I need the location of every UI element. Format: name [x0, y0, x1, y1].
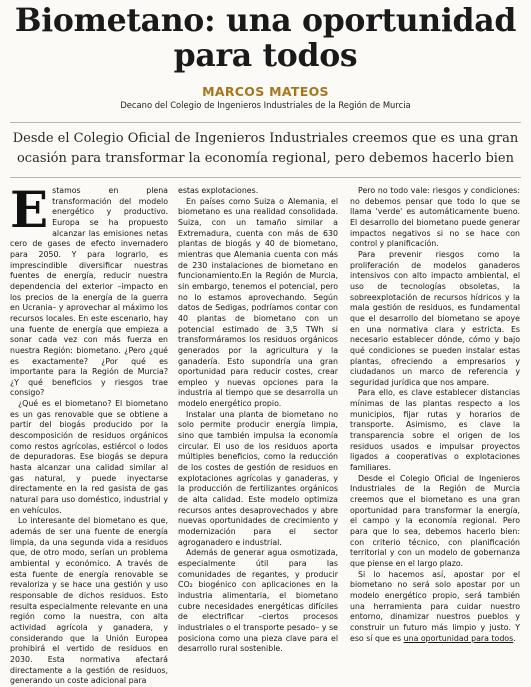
author-name: MARCOS MATEOS	[202, 84, 329, 99]
body-paragraph: ¿Qué es el biometano? El biometano es un gas renovable que se obtiene a partir del biogás producido por la descomposición de residuos orgánicos como restos agrícolas, estiércol o lodos de depuradoras. Ese biogás se depura hasta alcanzar una calidad similar al gas natural, y puede inyectarse directamente en la red gasista de gas natural para uso doméstico, industrial y en vehículos.	[10, 399, 168, 515]
body-paragraph-closing: Si lo hacemos así, apostar por el biometano no será solo apostar por un modelo energético propio, será también una herramienta para cuidar nuestro entorno, dinamizar nuestros pueblos y construir un futuro más limpio y justo. Y eso sí que es una oportunidad para todos.	[350, 569, 520, 643]
body-paragraph: estas explotaciones.	[178, 186, 259, 195]
body-paragraph: Estamos en plena transformación del modelo energético y productivo. Europa se ha propuesto alcanzar las emisiones netas cero de gases de efecto invernadero para 2050. Y para lograrlo, es imprescindible diversificar nuestras fuentes de energía, reducir nuestra dependencia del exterior –impacto en los precios de la energía de la guerra en Ucrania– y aprovechar al máximo los recursos locales. En este escenario, hay una fuente de energía que empieza a sonar cada vez con más fuerza en nuestra Región: biometano. ¿Pero ¿qué es exactamente? ¿Por qué es importante para la Región de Murcia? ¿Y qué beneficios y riesgos trae consigo?	[10, 180, 168, 398]
body-column-3	[350, 186, 520, 643]
standfirst: Desde el Colegio Oficial de Ingenieros Industriales creemos que es una gran ocasión para transformar la economía regional, pero debemos hacerlo bien	[12, 131, 519, 166]
headline-line-1: Biometano: una oportunidad	[14, 2, 517, 39]
body-paragraph: Para ello, es clave establecer distancias mínimas de las plantas respecto a los municipios, fijar rutas y horarios de transporte. Asimismo, es clave la transparencia sobre el origen de los residuos usados e impulsar proyectos ligados a cooperativas o explotaciones familiares.	[350, 388, 520, 473]
body-paragraph: Para prevenir riesgos como la proliferación de modelos ganaderos intensivos con alto impacto ambiental, el uso de tecnologías obsoletas, la sobreexplotación de recursos hídricos y la mala gestión de residuos, es fundamental que el desarrollo del biometano se apoye en una normativa clara y estricta. Es necesario establecer dónde, cómo y bajo qué condiciones se pueden instalar estas plantas, ofreciendo a empresarios y ciudadanos un marco de referencia y seguridad jurídica que nos ampare.	[350, 249, 520, 387]
body-paragraph: En países como Suiza o Alemania, el biometano es una realidad consolidada. Suiza, con un tamaño similar a Extremadura, cuenta con más de 630 plantas de biogás y 40 de biometano, mientras que Alemania cuenta con más de 230 instalaciones de biometano en funcionamiento.En la Región de Murcia, sin embargo, tenemos el potencial, pero no lo estamos aprovechando. Según datos de Sedigas, podríamos contar con 40 plantas de biometano con un potencial estimado de 3,5 TWh si transformáramos los residuos orgánicos generados por la agricultura y la ganadería. Esto supondría una gran oportunidad para reducir costes, crear empleo y nuevas opciones para la industria al tiempo que se desarrolla un modelo energético propio.	[178, 196, 338, 409]
body-paragraph: Instalar una planta de biometano no solo permite producir energía limpia, sino que también impulsa la economía circular. El uso de los residuos aporta múltiples beneficios, como la reducción de los costes de gestión de residuos en explotaciones agrícolas y ganaderas, y la producción de fertilizantes orgánicos de alta calidad. Este modelo optimiza recursos antes desaprovechados y abre nuevas oportunidades de crecimiento y modernización para el sector agroganadero e industrial.	[178, 409, 338, 547]
divider-bottom	[10, 177, 521, 178]
closing-underlined-phrase: una oportunidad para todos	[403, 633, 514, 643]
body-paragraph: Además de generar agua osmotizada, especialmente útil para las comunidades de regantes, y producir CO₂ biogénico con aplicaciones en la industria alimentaria, el biometano cubre necesidades energéticas difíciles de electrificar –ciertos procesos industriales o el transporte pesado– y se posiciona como una pieza clave para el desarrollo rural sostenible.	[178, 548, 338, 654]
body-paragraph: Desde el Colegio Oficial de Ingenieros Industriales de la Región de Murcia creemos que el biometano es una gran oportunidad para transformar la energía, el campo y la economía regional. Pero para que lo sea, debemos hacerlo bien: con criterio técnico, con planificación territorial y con un modelo de gobernanza que piense en el largo plazo.	[350, 473, 520, 568]
body-column-2	[178, 186, 338, 654]
body-paragraph: Lo interesante del biometano es que, además de ser una fuente de energía limpia, da una segunda vida a residuos que, de otro modo, serían un problema ambiental y económico. A través de esta fuente de energía renovable se revaloriza y se hace una gestión y uso responsable de dichos residuos. Esto resulta especialmente relevante en una región como la nuestra, con alta actividad agrícola y ganadera, y considerando que la Unión Europea prohibirá el vertido de residuos en 2030. Esta normativa afectará directamente a la gestión de residuos, generando un coste adicional para	[10, 516, 168, 686]
drop-cap: E	[10, 180, 49, 239]
divider-top	[10, 122, 521, 123]
author-role: Decano del Colegio de Ingenieros Industriales de la Región de Murcia	[120, 100, 411, 110]
headline-line-2: para todos	[173, 37, 358, 74]
body-paragraph: Pero no todo vale: riesgos y condiciones: no debemos pensar que todo lo que se llama 'verde' es automáticamente bueno. El desarrollo del biometano puede generar impactos negativos si no se hace con control y planificación.	[350, 186, 520, 249]
body-column-1	[10, 180, 168, 686]
